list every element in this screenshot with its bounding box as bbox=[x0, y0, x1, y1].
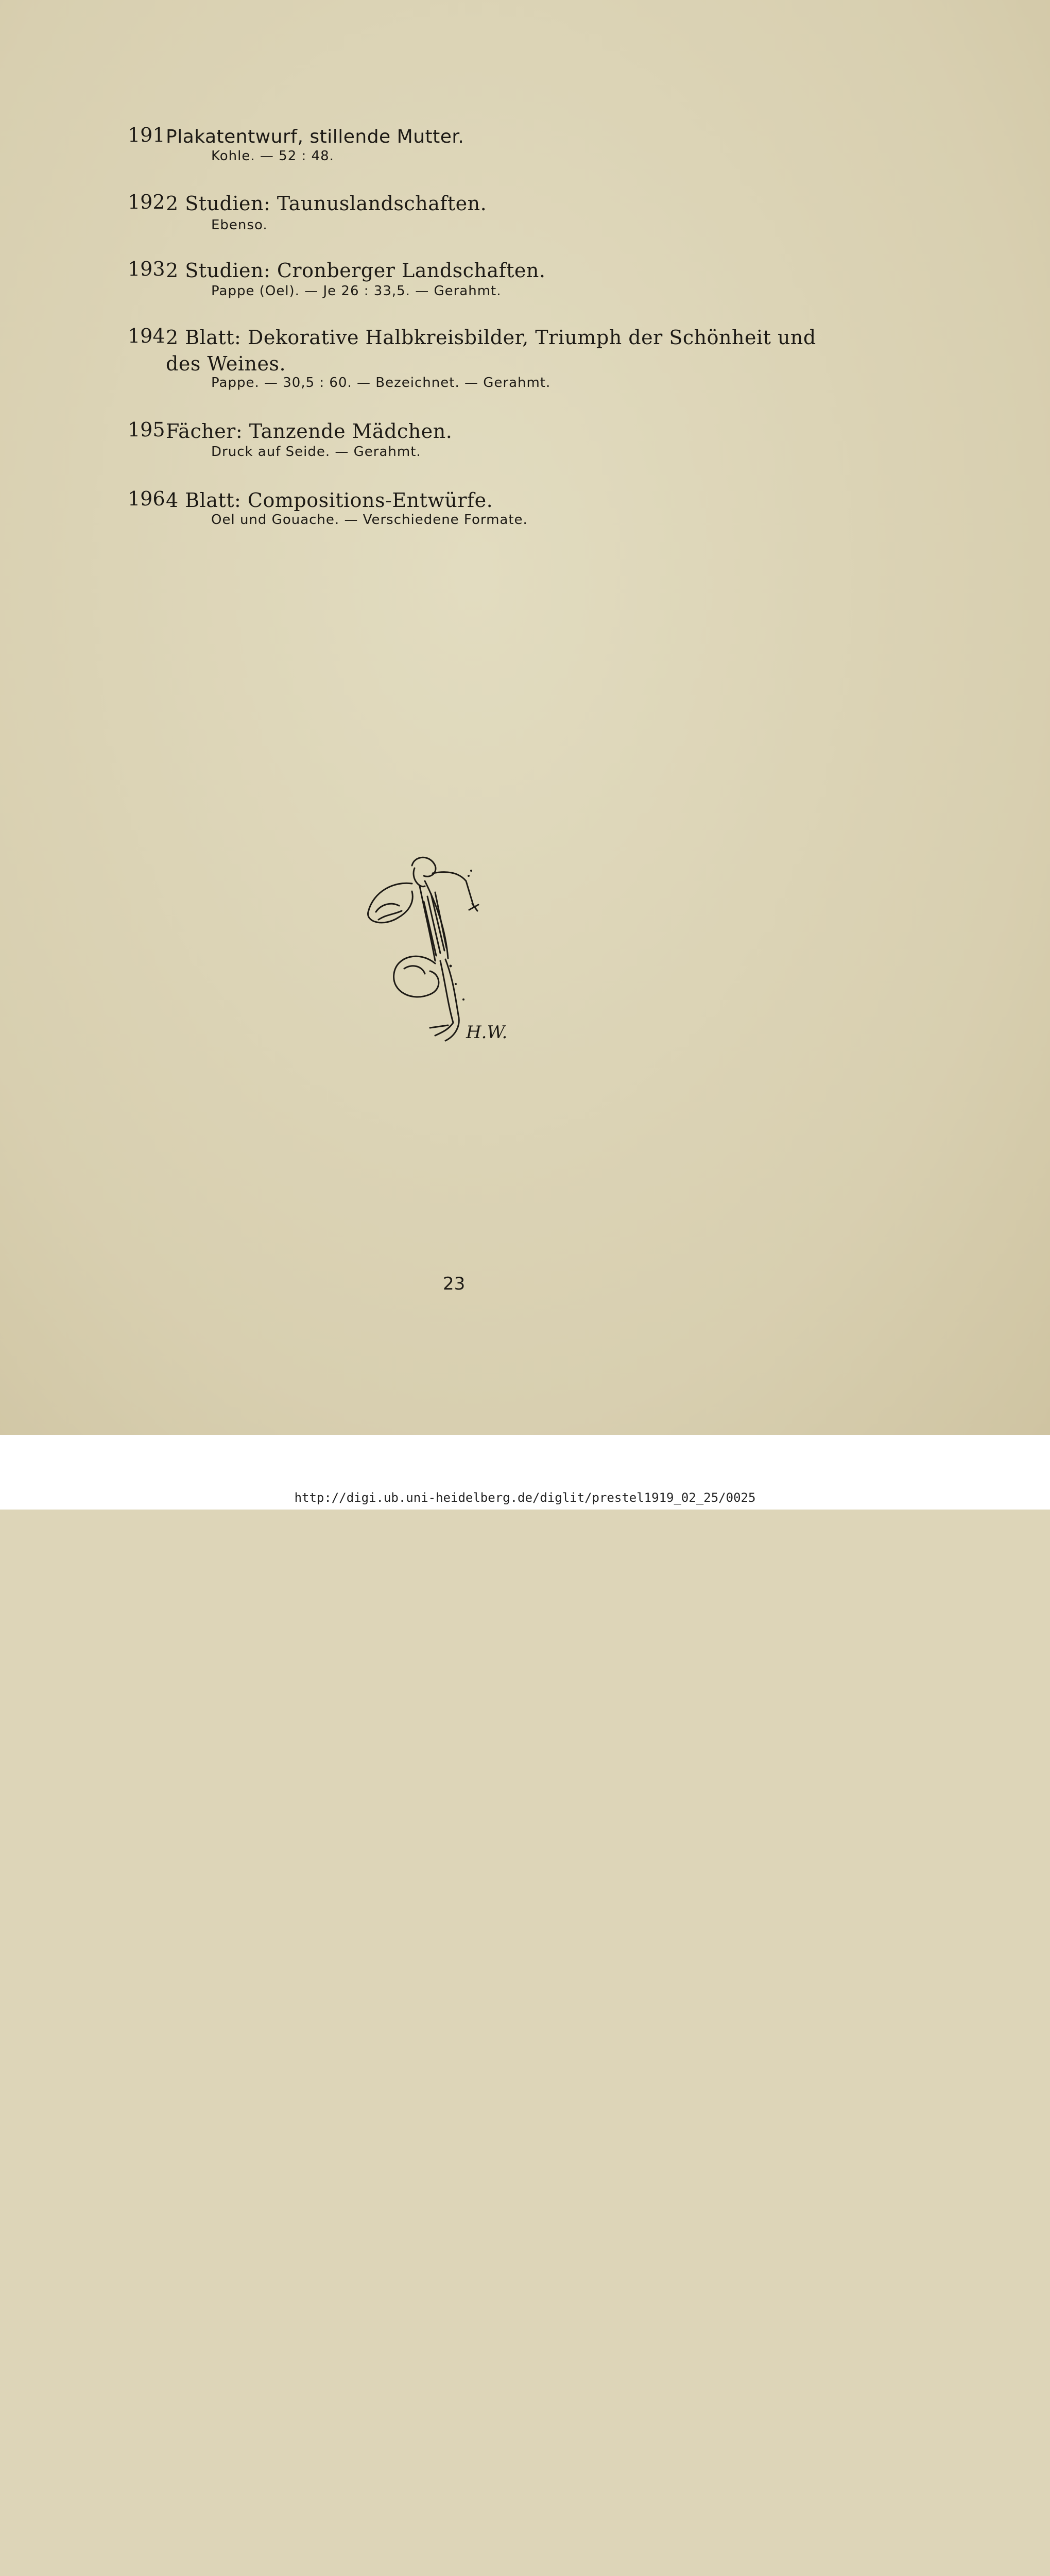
entry-title: Plakatentwurf, stillende Mutter. bbox=[166, 126, 464, 147]
entry-detail: Kohle. — 52 : 48. bbox=[211, 148, 334, 164]
entry-title: 4 Blatt: Compositions-Entwürfe. bbox=[166, 489, 493, 512]
entry-detail: Ebenso. bbox=[211, 217, 268, 233]
entry-number: 192 bbox=[128, 191, 165, 213]
entry-number: 195 bbox=[128, 418, 165, 441]
entry-detail: Pappe (Oel). — Je 26 : 33,5. — Gerahmt. bbox=[211, 283, 502, 299]
entry-detail: Druck auf Seide. — Gerahmt. bbox=[211, 444, 421, 460]
entry-detail: Oel und Gouache. — Verschiedene Formate. bbox=[211, 512, 528, 528]
entry-number: 191 bbox=[128, 124, 165, 146]
entry-title: 2 Blatt: Dekorative Halbkreisbilder, Triumph der Schönheit und des Weines. bbox=[166, 326, 816, 375]
entry-number: 193 bbox=[128, 258, 165, 280]
entry-title: Fächer: Tanzende Mädchen. bbox=[166, 420, 453, 443]
entry-number: 196 bbox=[128, 487, 165, 510]
entry-title: 2 Studien: Taunuslandschaften. bbox=[166, 192, 487, 215]
dancing-figure-sketch bbox=[363, 850, 538, 1046]
page-number: 23 bbox=[443, 1274, 466, 1294]
entry-title: 2 Studien: Cronberger Landschaften. bbox=[166, 259, 546, 282]
entry-number: 194 bbox=[128, 325, 165, 347]
permalink-url[interactable]: http://digi.ub.uni-heidelberg.de/diglit/prestel1919_02_25/0025 bbox=[294, 1490, 756, 1505]
artist-signature: H.W. bbox=[466, 1022, 508, 1043]
entry-detail: Pappe. — 30,5 : 60. — Bezeichnet. — Gerahmt. bbox=[211, 375, 551, 391]
